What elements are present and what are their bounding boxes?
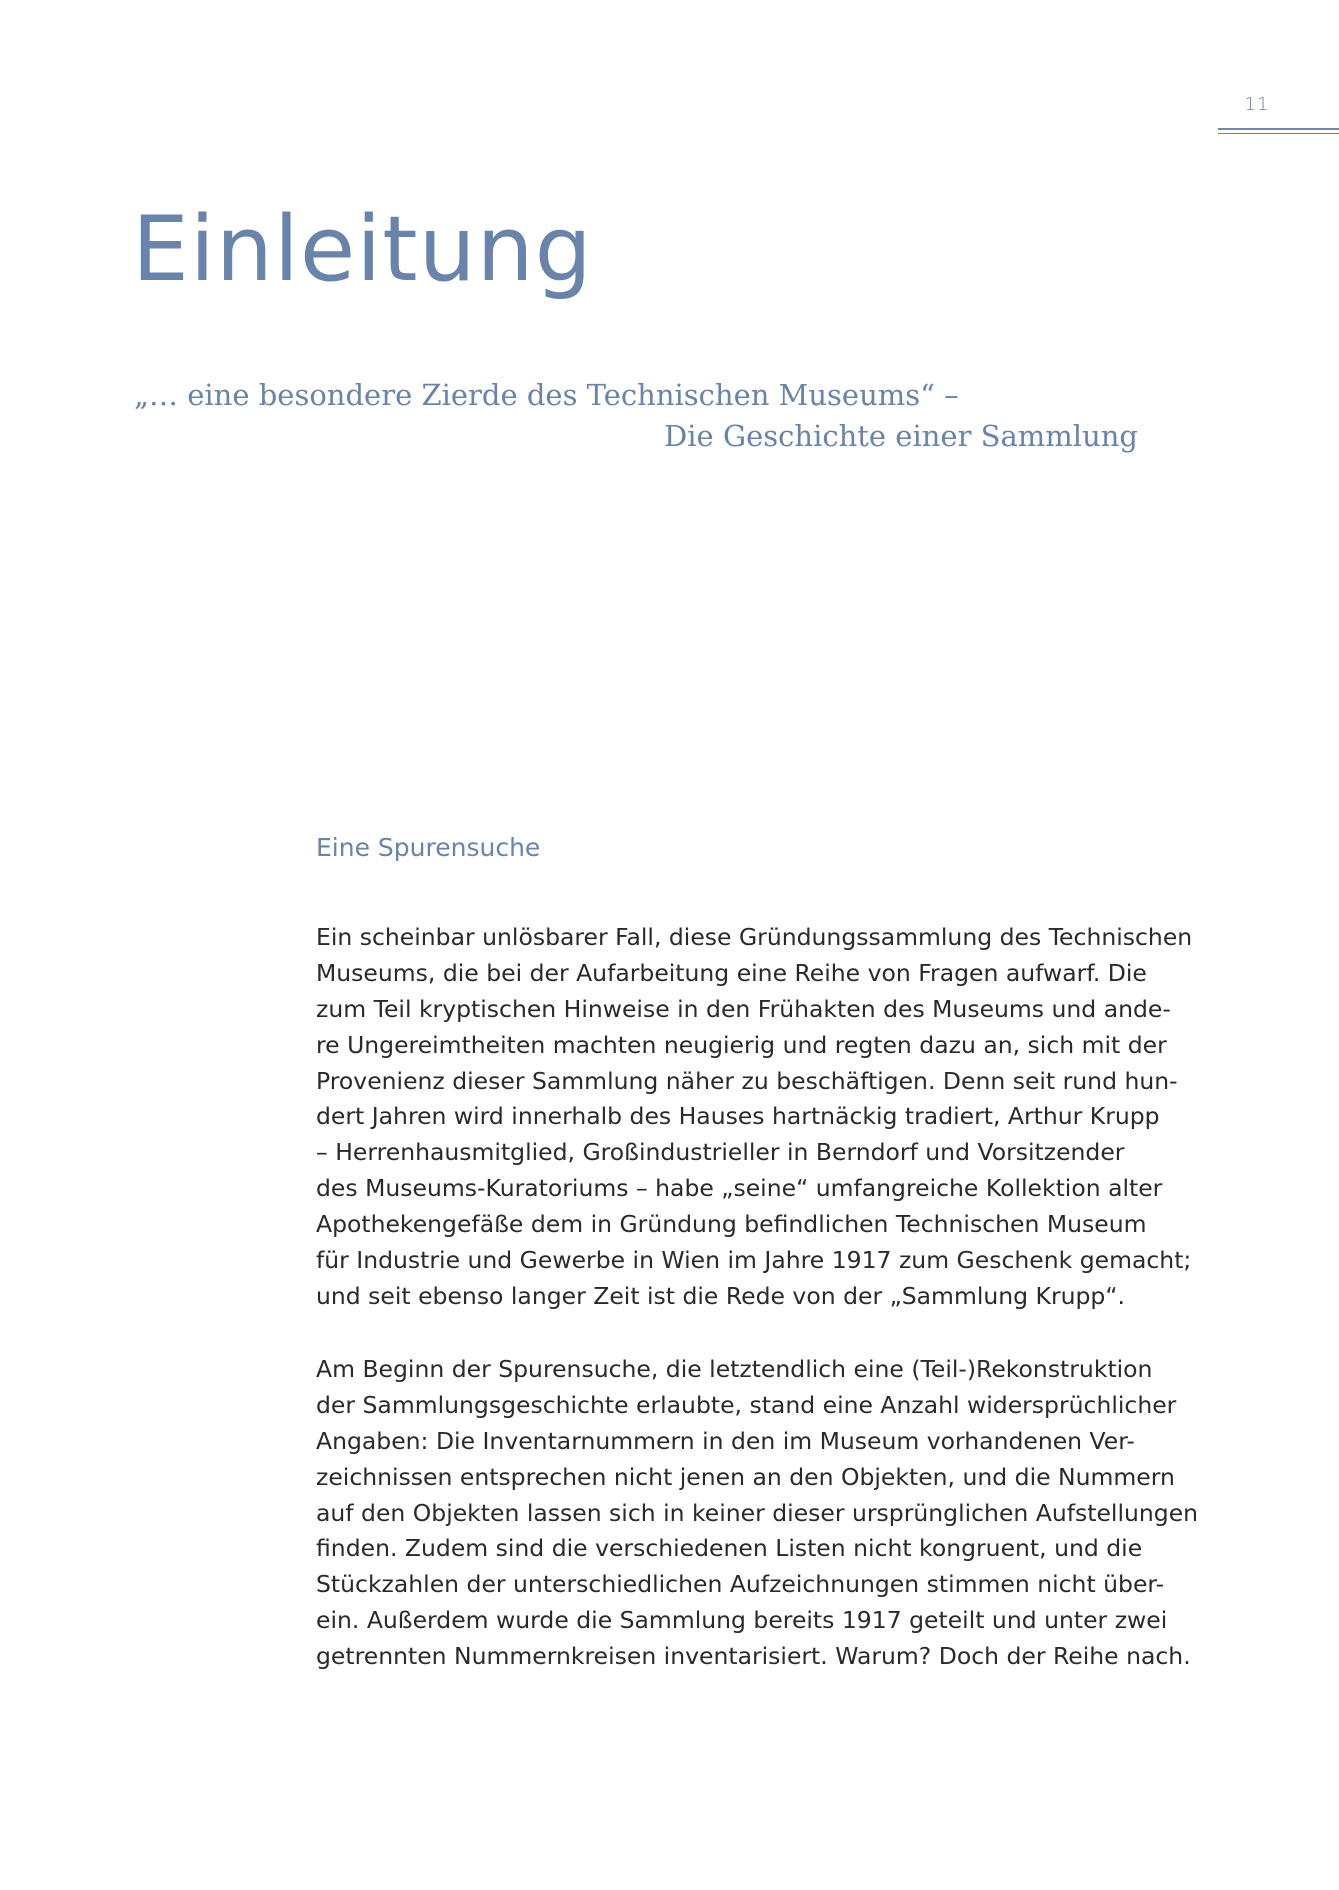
chapter-subtitle-line-1: „… eine besondere Zierde des Technischen Museums“ – — [134, 378, 959, 412]
text-line: zeichnissen entsprechen nicht jenen an den Objekten, und die Nummern — [316, 1462, 1175, 1491]
text-line: für Industrie und Gewerbe in Wien im Jahre 1917 zum Geschenk gemacht; — [316, 1246, 1192, 1275]
chapter-subtitle-line-2: Die Geschichte einer Sammlung — [664, 419, 1138, 453]
text-line: Angaben: Die Inventarnummern in den im Museum vorhandenen Ver- — [316, 1426, 1135, 1455]
text-line: des Museums-Kuratoriums – habe „seine“ umfangreiche Kollektion alter — [316, 1174, 1163, 1203]
body-paragraph-2 — [316, 1352, 1206, 1675]
text-line: getrennten Nummernkreisen inventarisiert. Warum? Doch der Reihe nach. — [316, 1642, 1191, 1671]
text-line: Museums, die bei der Aufarbeitung eine Reihe von Fragen aufwarf. Die — [316, 958, 1147, 987]
text-line: Stückzahlen der unterschiedlichen Aufzeichnungen stimmen nicht über- — [316, 1570, 1165, 1599]
text-line: Am Beginn der Spurensuche, die letztendlich eine (Teil-)Rekonstruktion — [316, 1355, 1153, 1383]
page-number-rule — [1218, 128, 1339, 130]
section-heading: Eine Spurensuche — [316, 833, 541, 862]
text-line: und seit ebenso langer Zeit ist die Rede von der „Sammlung Krupp“. — [316, 1281, 1125, 1310]
text-line: Apothekengefäße dem in Gründung befindlichen Technischen Museum — [316, 1210, 1147, 1239]
text-line: Ein scheinbar unlösbarer Fall, diese Gründungssammlung des Technischen — [316, 923, 1193, 951]
page-number-rule-thin — [1218, 133, 1339, 134]
text-line: auf den Objekten lassen sich in keiner dieser ursprünglichen Aufstellungen — [316, 1498, 1199, 1527]
text-line: – Herrenhausmitglied, Großindustrieller in Berndorf und Vorsitzender — [316, 1138, 1125, 1167]
body-paragraph-1 — [316, 920, 1206, 1315]
text-line: dert Jahren wird innerhalb des Hauses hartnäckig tradiert, Arthur Krupp — [316, 1102, 1160, 1131]
text-line: Provenienz dieser Sammlung näher zu beschäftigen. Denn seit rund hun- — [316, 1066, 1178, 1095]
page-number: 11 — [1244, 94, 1270, 115]
text-line: der Sammlungsgeschichte erlaubte, stand eine Anzahl widersprüchlicher — [316, 1390, 1177, 1419]
text-line: finden. Zudem sind die verschiedenen Listen nicht kongruent, und die — [316, 1534, 1143, 1563]
text-line: ein. Außerdem wurde die Sammlung bereits 1917 geteilt und unter zwei — [316, 1606, 1168, 1635]
text-line: zum Teil kryptischen Hinweise in den Frühakten des Museums und ande- — [316, 994, 1171, 1023]
text-line: re Ungereimtheiten machten neugierig und regten dazu an, sich mit der — [316, 1030, 1167, 1059]
chapter-title: Einleitung — [132, 197, 593, 302]
